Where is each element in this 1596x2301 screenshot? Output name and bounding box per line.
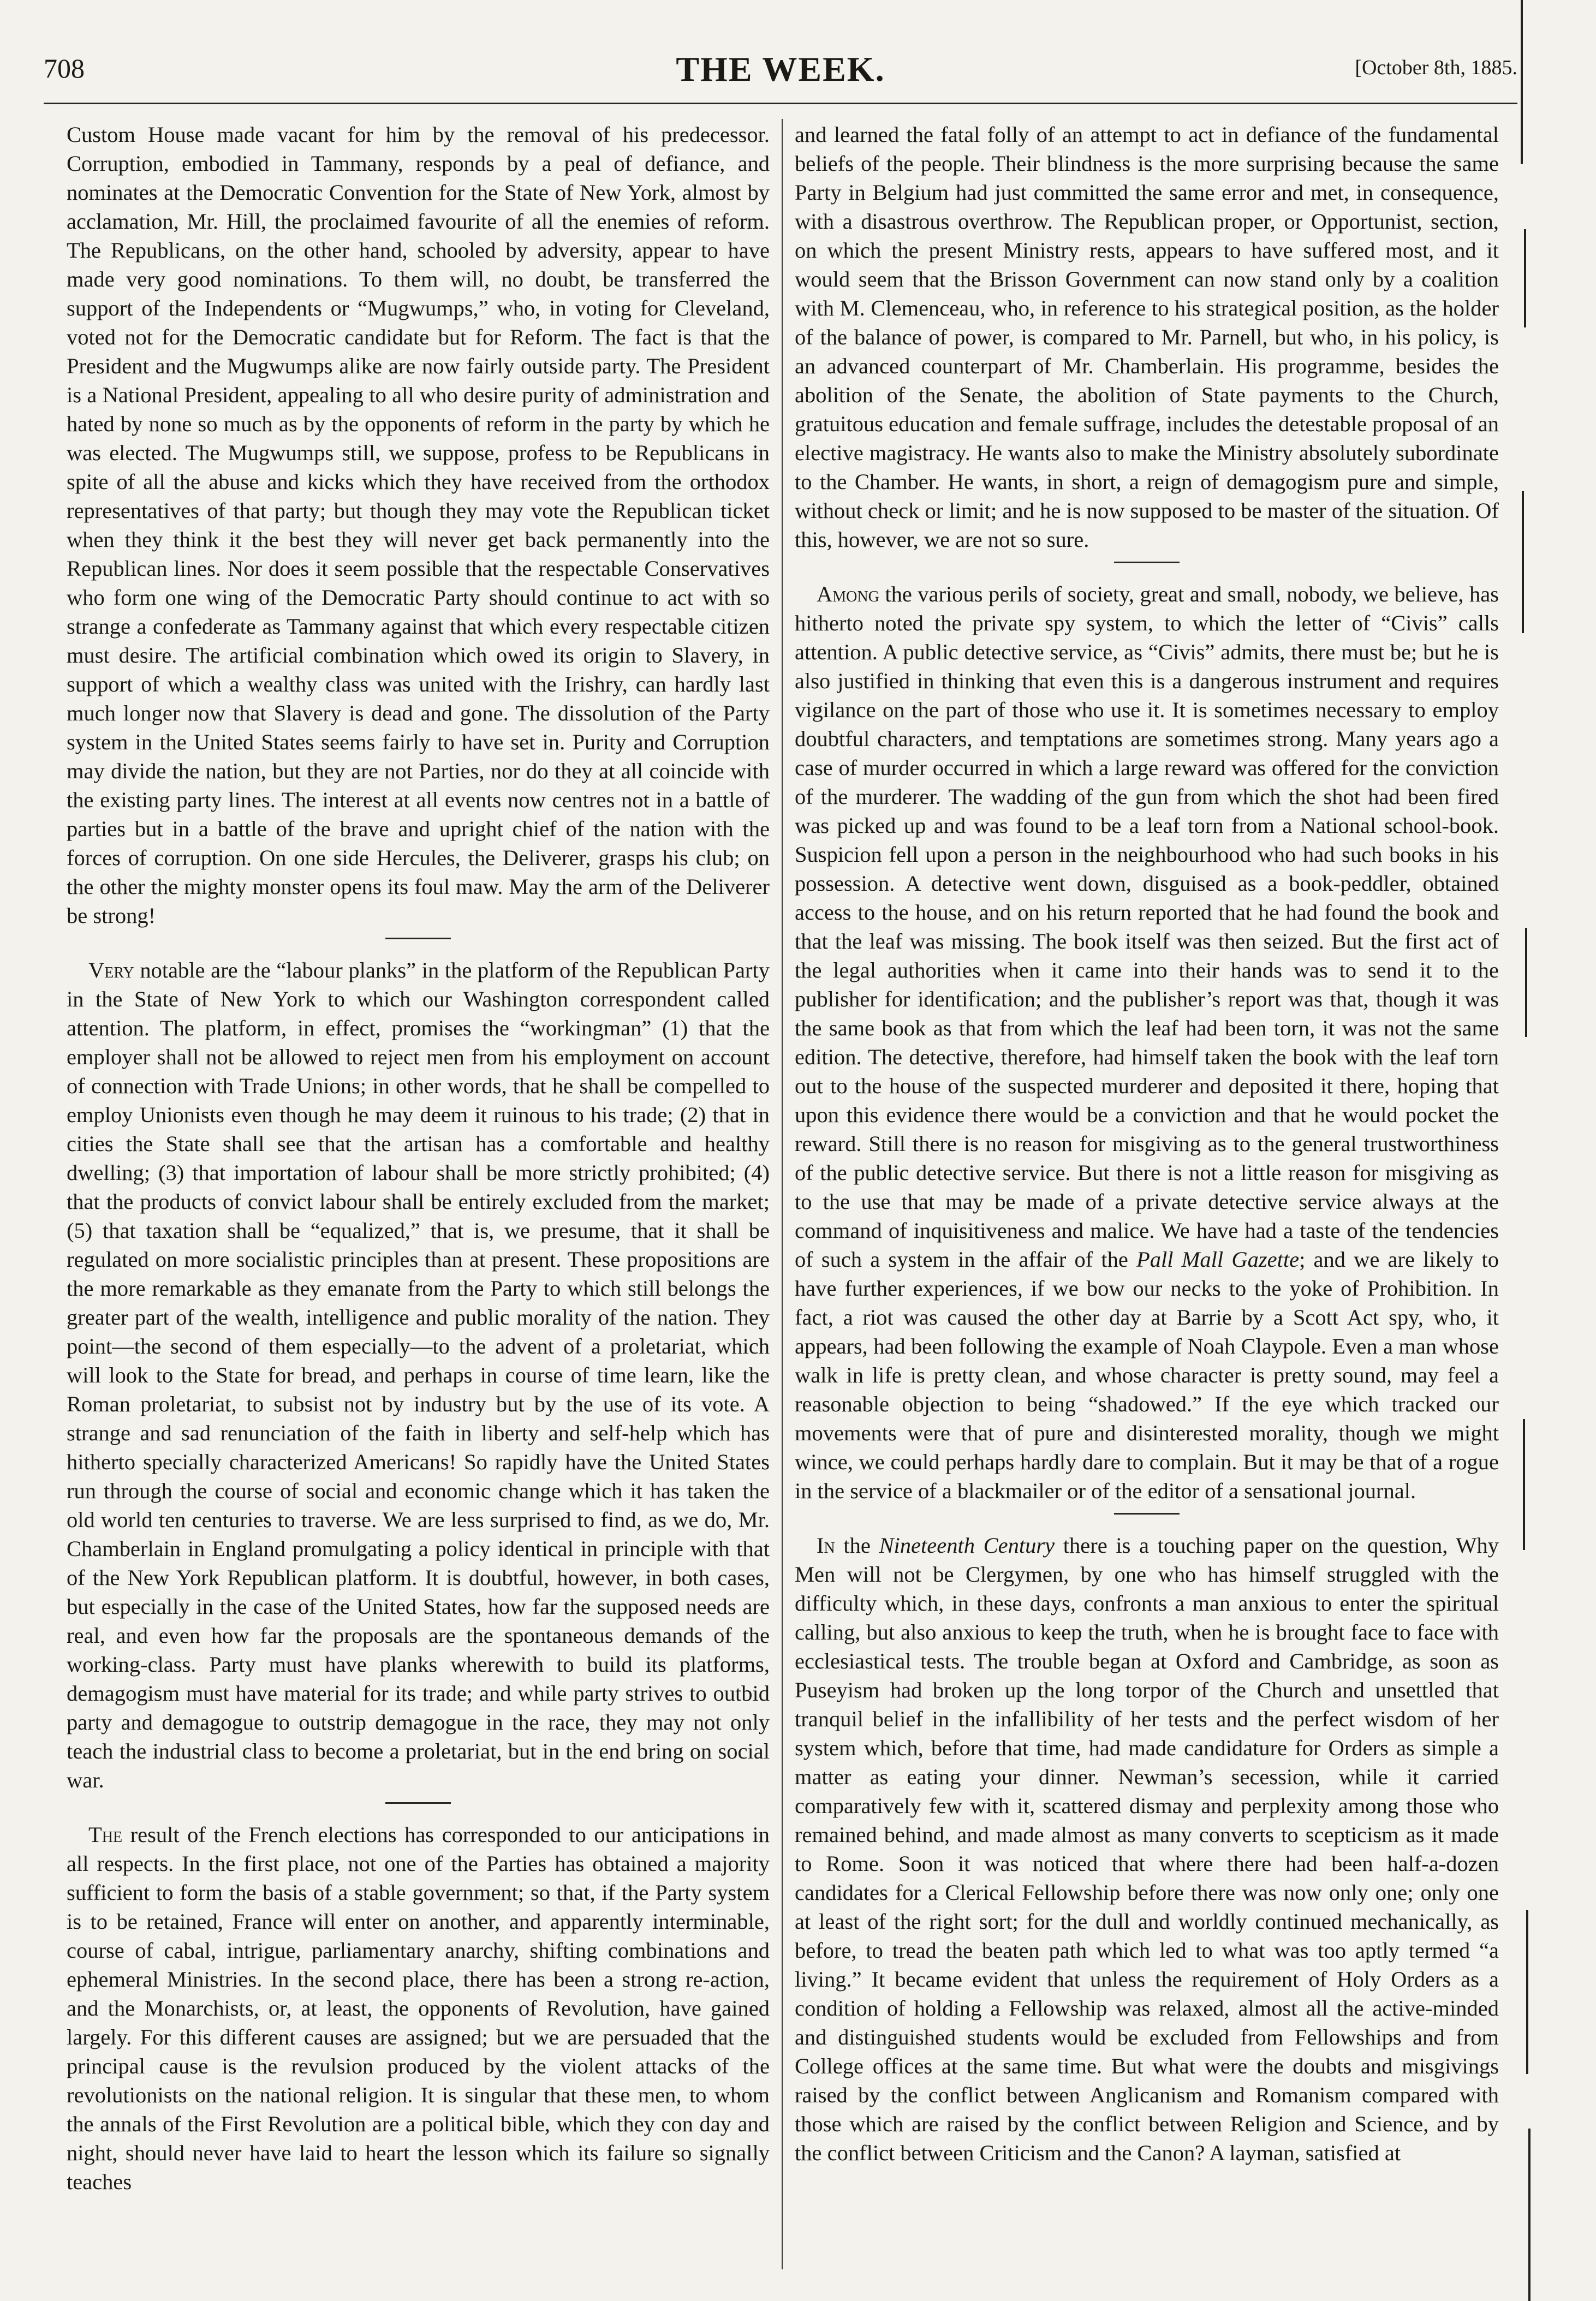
paragraph-body: notable are the “labour planks” in the platform of the Republican Party in the State of New York to which our Washington correspondent called attention. The platform, in effect, promises the “workingman” (1) that the employer shall not be allowed to reject men from his employment on account of connection with Trade Unions; in other words, that he shall be compelled to employ Unionists even though he may deem it ruinous to his trade; (2) that in cities the State shall see that the artisan has a comfortable and healthy dwelling; (3) that importation of labour shall be more strictly prohibited; (4) that the products of convict labour shall be entirely excluded from the market; (5) that taxation shall be “equalized,” that is, we presume, that it shall be regulated on more socialistic principles than at present. These propositions are the more remarkable as they emanate from the Party to which still belongs the greater part of the wealth, intelligence and public morality of the nation. They point—the second of them especially—to the advent of a proletariat, which will look to the State for bread, and perhaps in course of time learn, like the Roman proletariat, to subsist not by industry but by the use of its vote. A strange and sad renunciation of the faith in liberty and self-help which has hitherto specially characterized Americans! So rapidly have the United States run through the course of social and economic change which it has taken the old world ten centuries to traverse. We are less surprised to find, as we do, Mr. Chamberlain in England promulgating a policy identical in principle with that of the New York Republican platform. It is doubtful, however, in both cases, but especially in the case of the United States, how far the supposed needs are real, and even how far the proposals are the spontaneous demands of the working-class. Party must have planks wherewith to build its platforms, demagogism must have material for its trade; and while party strives to outbid party and demagogue to outstrip demagogue in the race, they may not only teach the industrial class to become a proletariat, but in the end bring on social war.	[67, 958, 770, 1792]
paragraph-tammany-continuation: Custom House made vacant for him by the removal of his predecessor. Corruption, embodied in Tammany, responds by a peal of defiance, and nominates at the Democratic Convention for the State of New York, almost by acclamation, Mr. Hill, the proclaimed favourite of all the enemies of reform. The Republicans, on the other hand, schooled by adversity, appear to have made very good nominations. To them will, no doubt, be transferred the support of the Independents or “Mugwumps,” who, in voting for Cleveland, voted not for the Democratic candidate but for Reform. The fact is that the President and the Mugwumps alike are now fairly outside party. The President is a National President, appealing to all who desire purity of administration and hated by none so much as by the opponents of reform in the party by which he was elected. The Mugwumps still, we suppose, profess to be Republicans in spite of all the abuse and kicks which they have received from the orthodox representatives of that party; but though they may vote the Republican ticket when they think it the best they will never get back permanently into the Republican lines. Nor does it seem possible that the respectable Conservatives who form one wing of the Democratic Party should continue to act with so strange a confederate as Tammany against that which every respectable citizen must desire. The artificial combination which owed its origin to Slavery, in support of which a wealthy class was united with the Irishry, can hardly last much longer now that Slavery is dead and gone. The dissolution of the Party system in the United States seems fairly to have set in. Purity and Corruption may divide the nation, but they are not Parties, nor do they at all coincide with the existing party lines. The interest at all events now centres not in a battle of parties but in a battle of the brave and upright chief of the nation with the forces of corruption. On one side Hercules, the Deliverer, grasps his club; on the other the mighty monster opens its foul maw. May the arm of the Deliverer be strong!	[67, 122, 770, 928]
left-column	[67, 120, 770, 2276]
header-rule	[44, 103, 1517, 104]
paragraph-body-tail: ; and we are likely to have further experiences, if we bow our necks to the yoke of Prohibition. In fact, a riot was caused the other day at Barrie by a Scott Act spy, who, it appears, had been following the example of Noah Claypole. Even a man whose walk in life is pretty clean, and whose character is pretty sound, may feel a reasonable objection to being “shadowed.” If the eye which tracked our movements were that of pure and disinterested morality, though we might wince, we could perhaps hardly dare to complain. But it may be that of a rogue in the service of a blackmailer or of the editor of a sensational journal.	[795, 1247, 1499, 1503]
right-column	[795, 120, 1499, 2276]
section-separator	[1114, 1513, 1180, 1515]
paragraph-body: the	[835, 1533, 879, 1558]
masthead-title: THE WEEK.	[676, 50, 885, 88]
section-separator	[385, 1802, 451, 1804]
section-separator	[385, 938, 451, 939]
issue-date: [October 8th, 1885.	[1355, 56, 1517, 79]
italic-title: Nineteenth Century	[879, 1533, 1055, 1558]
paragraph-clergymen	[795, 1531, 1499, 2167]
paragraph-labour-planks	[67, 956, 770, 1795]
italic-title: Pall Mall Gazette	[1136, 1247, 1300, 1272]
paragraph-body: result of the French elections has corresponded to our anticipations in all respects. In the first place, not one of the Parties has obtained a majority sufficient to form the basis of a stable government; so that, if the Party system is to be retained, France will enter on another, and apparently interminable, course of cabal, intrigue, parliamentary anarchy, shifting combinations and ephemeral Ministries. In the second place, there has been a strong re-action, and the Monarchists, or, at least, the opponents of Revolution, have gained largely. For this different causes are assigned; but we are persuaded that the principal cause is the revulsion produced by the violent attacks of the revolutionists on the national religion. It is singular that these men, to whom the annals of the First Revolution are a political bible, which they con day and night, should never have laid to heart the lesson which its failure so signally teaches	[67, 1822, 770, 2194]
paragraph-lead-word: Among	[817, 582, 879, 606]
paragraph-lead-word: The	[88, 1822, 123, 1847]
page-edge-binding-marks	[1521, 0, 1570, 2301]
paragraph-french-continuation: and learned the fatal folly of an attempt to act in defiance of the fundamental beliefs of the people. Their blindness is the more surprising because the same Party in Belgium had just committed the same error and met, in consequence, with a disastrous overthrow. The Republican proper, or Opportunist, section, on which the present Ministry rests, appears to have suffered most, and it would seem that the Brisson Government can now stand only by a coalition with M. Clemenceau, who, in reference to his strategical position, as the holder of the balance of power, is compared to Mr. Parnell, but who, in his policy, is an advanced counterpart of Mr. Chamberlain. His programme, besides the abolition of the Senate, the abolition of State payments to the Church, gratuitous education and female suffrage, includes the detestable proposal of an elective magistracy. He wants also to make the Ministry absolutely subordinate to the Chamber. He wants, in short, a reign of demagogism pure and simple, without check or limit; and he is now supposed to be master of the situation. Of this, however, we are not so sure.	[795, 122, 1499, 552]
page-header	[44, 52, 1517, 102]
paragraph-body: the various perils of society, great and small, nobody, we believe, has hitherto noted the private spy system, to which the letter of “Civis” calls attention. A public detective service, as “Civis” admits, there must be; but he is also justified in thinking that even this is a dangerous instrument and requires vigilance on the part of those who use it. It is sometimes necessary to employ doubtful characters, and temptations are sometimes strong. Many years ago a case of murder occurred in which a large reward was offered for the conviction of the murderer. The wadding of the gun from which the shot had been fired was picked up and was found to be a leaf torn from a National school-book. Suspicion fell upon a person in the neighbourhood who had such books in his possession. A detective went down, disguised as a book-peddler, obtained access to the house, and on his return reported that he had found the book and that the leaf was missing. The book itself was then seized. But the first act of the legal authorities when it came into their hands was to send it to the publisher for identification; and the publisher’s report was that, though it was the same book as that from which the leaf had been torn, it was not the same edition. The detective, therefore, had himself taken the book with the leaf torn out to the house of the suspected murderer and deposited it there, hoping that upon this evidence there would be a conviction and that he would pocket the reward. Still there is no reason for misgiving as to the general trustworthiness of the public detective service. But there is not a little reason for misgiving as to the use that may be made of a private detective service always at the command of inquisitiveness and malice. We have had a taste of the tendencies of such a system in the affair of the	[795, 582, 1499, 1272]
paragraph-spy-system	[795, 580, 1499, 1505]
paragraph-french-elections	[67, 1820, 770, 2196]
paragraph-lead-word: Very	[88, 958, 134, 982]
paragraph-lead-word: In	[817, 1533, 835, 1558]
column-divider	[782, 119, 783, 2269]
page-number: 708	[44, 53, 85, 84]
section-separator	[1114, 562, 1180, 563]
paragraph-body-tail: there is a touching paper on the question, Why Men will not be Clergymen, by one who has himself struggled with the difficulty which, in these days, confronts a man anxious to enter the spiritual calling, but also anxious to keep the truth, when he is brought face to face with ecclesiastical tests. The trouble began at Oxford and Cambridge, as soon as Puseyism had broken up the long torpor of the Church and unsettled that tranquil belief in the infallibility of her tests and the perfect wisdom of her system which, before that time, had made candidature for Orders as simple a matter as eating your dinner. Newman’s secession, while it carried comparatively few with it, scattered dismay and perplexity among those who remained behind, and made almost as many converts to scepticism as it made to Rome. Soon it was noticed that where there had been half-a-dozen candidates for a Clerical Fellowship before there was now only one; only one at least of the right sort; for the dull and worldly continued mechanically, as before, to tread the beaten path which led to what was too aptly termed “a living.” It became evident that unless the requirement of Holy Orders as a condition of holding a Fellowship was relaxed, almost all the active-minded and distinguished students would be excluded from Fellowships and from College offices at the same time. But what were the doubts and misgivings raised by the conflict between Anglicanism and Romanism compared with those which are raised by the conflict between Religion and Science, and by the conflict between Criticism and the Canon? A layman, satisfied at	[795, 1533, 1499, 2165]
